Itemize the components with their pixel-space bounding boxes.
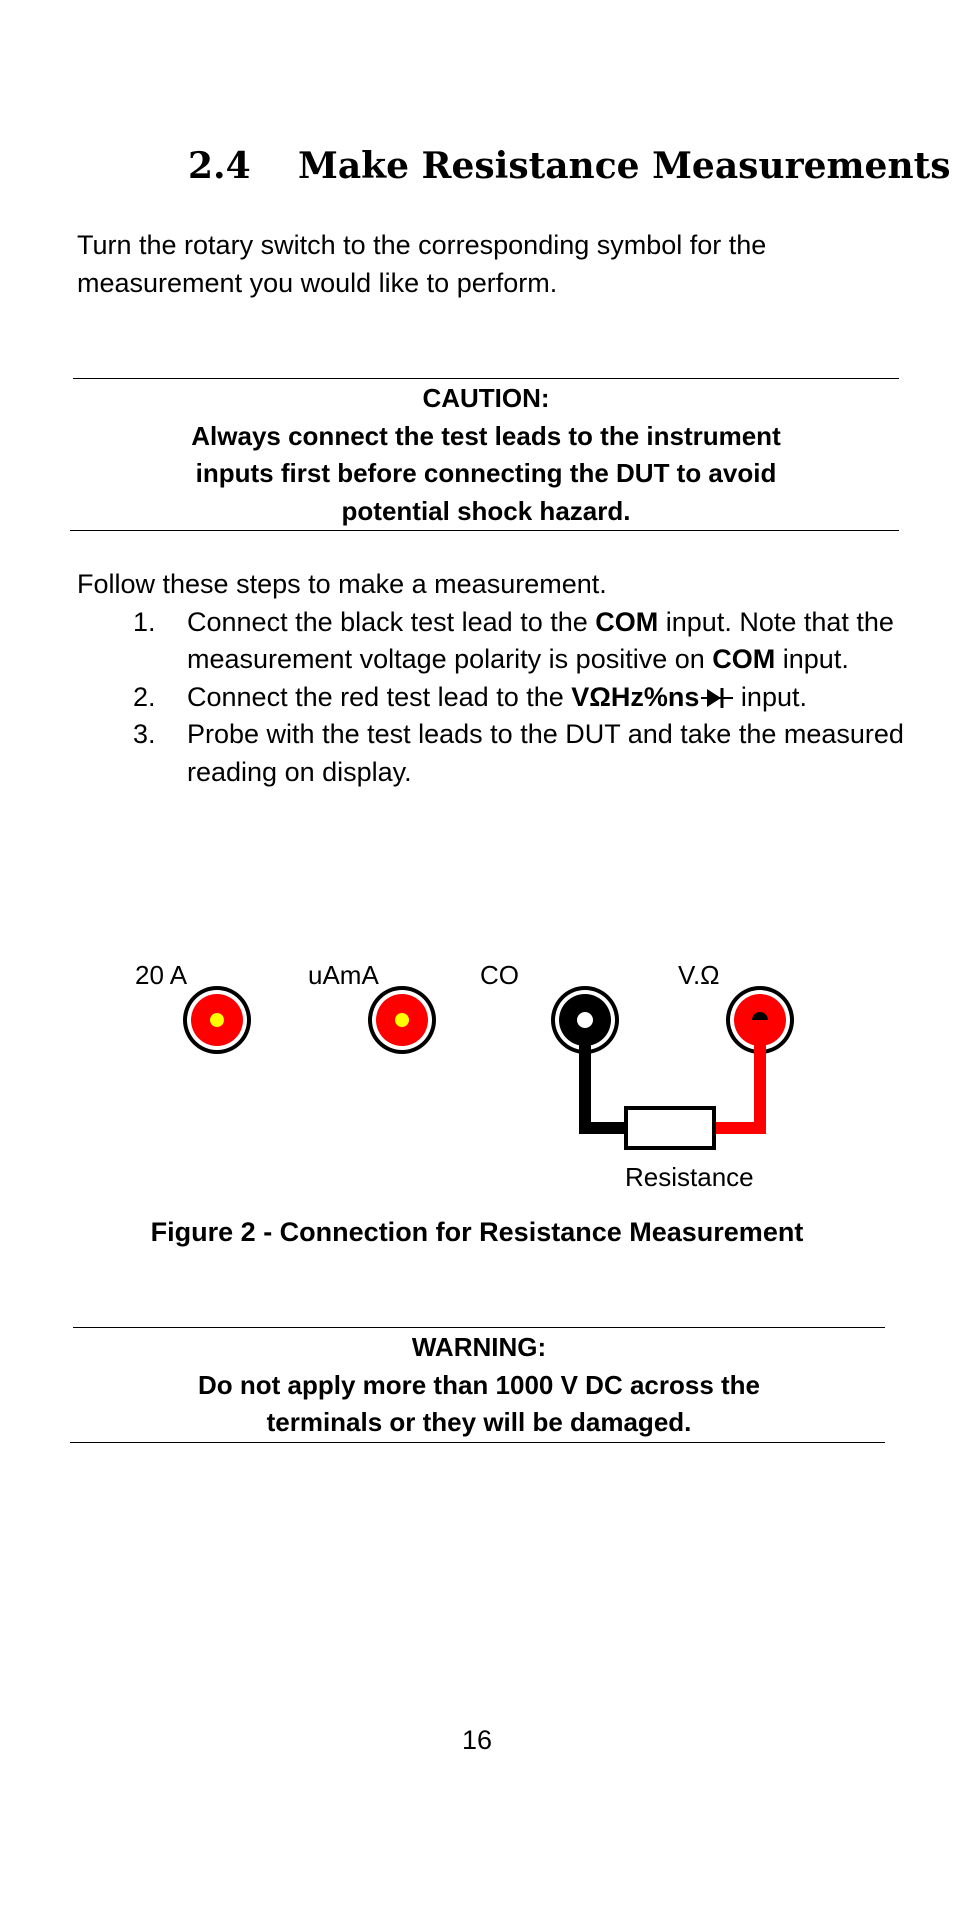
jack-uama: [368, 986, 436, 1054]
com-label: COM: [712, 644, 776, 674]
list-item: [77, 679, 907, 717]
terminal-label-uama: uAmA: [308, 960, 379, 990]
figure-caption: Figure 2 - Connection for Resistance Measurement: [150, 1217, 804, 1247]
steps-section: [77, 566, 907, 791]
step-number: 2.: [133, 681, 156, 712]
section-heading: [188, 145, 951, 187]
caution-line: inputs first before connecting the DUT to avoid: [195, 458, 777, 488]
caution-box: [73, 380, 899, 530]
caution-line: Always connect the test leads to the instrument: [191, 420, 781, 451]
warning-line: Do not apply more than 1000 V DC across the: [197, 1369, 761, 1400]
warning-box: [73, 1329, 885, 1442]
warning-top-rule: [73, 1327, 885, 1328]
steps-intro: Follow these steps to make a measurement.: [77, 569, 607, 599]
step-text: Connect the black test lead to the: [187, 606, 596, 637]
page-number: 16: [461, 1725, 493, 1755]
terminal-label-com: CO: [480, 960, 519, 990]
step-number: 1.: [133, 606, 156, 637]
warning-bottom-rule: [70, 1442, 885, 1443]
caution-bottom-rule: [70, 530, 899, 531]
caution-title: CAUTION:: [422, 383, 550, 413]
caution-top-rule: [73, 378, 899, 379]
diode-icon: [701, 686, 733, 710]
terminal-label: VΩHz%ns: [571, 681, 700, 712]
warning-title: WARNING:: [411, 1332, 547, 1362]
connection-diagram: [120, 950, 820, 1210]
step-text: input.: [775, 644, 849, 674]
com-label: COM: [595, 606, 659, 637]
list-item: [77, 716, 907, 791]
step-text: input.: [733, 681, 807, 712]
intro-paragraph: Turn the rotary switch to the corresponding symbol for the measurement you would like to perform.: [77, 230, 767, 298]
resistance-label: Resistance: [625, 1162, 754, 1192]
terminal-label-vohm: V.Ω: [678, 960, 720, 990]
section-title: Make Resistance Measurements: [298, 145, 951, 187]
terminal-label-20a: 20 A: [135, 960, 188, 990]
step-number: 3.: [133, 719, 156, 749]
step-text: Connect the red test lead to the: [187, 681, 572, 712]
section-number: 2.4: [188, 145, 251, 187]
warning-line: terminals or they will be damaged.: [266, 1407, 692, 1437]
list-item: [77, 604, 907, 679]
step-text: Probe with the test leads to the DUT and take the measured reading on display.: [187, 719, 904, 787]
step-text: input. Note that the measurement voltage polarity is positive on: [187, 606, 894, 674]
resistor-symbol: [626, 1108, 714, 1148]
jack-20a: [183, 986, 251, 1054]
caution-line: potential shock hazard.: [341, 495, 631, 526]
